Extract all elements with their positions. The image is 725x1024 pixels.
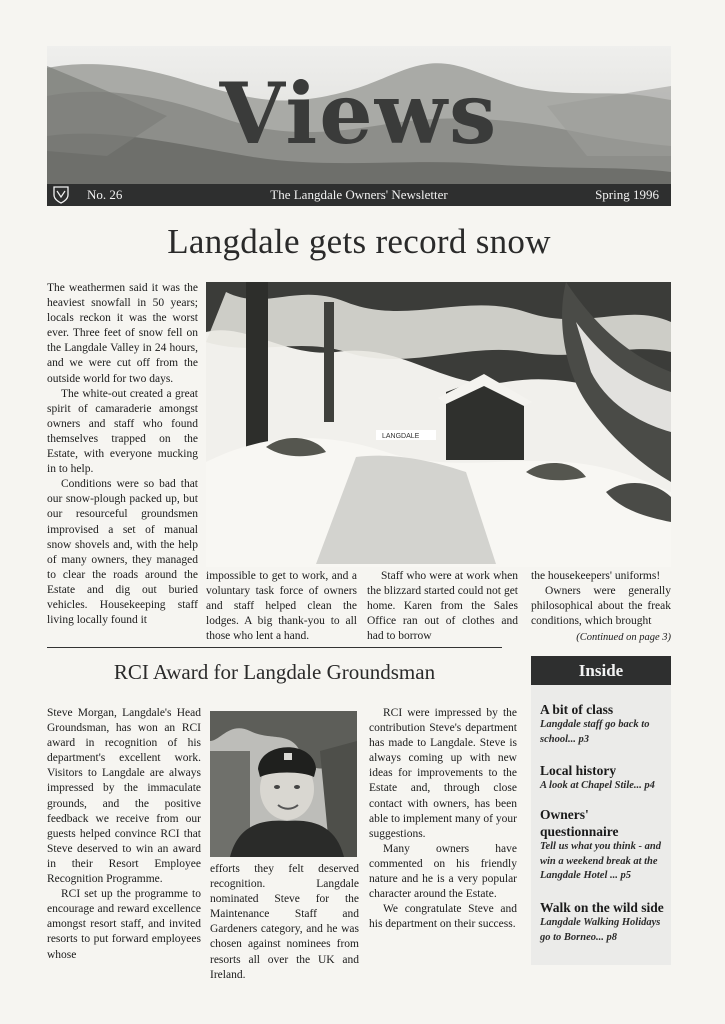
inside-item[interactable]: [540, 762, 666, 794]
second-paragraph: We congratulate Steve and his department on their success.: [369, 903, 517, 931]
masthead-banner: [47, 46, 671, 184]
lead-headline: Langdale gets record snow: [167, 222, 551, 261]
inside-item-desc: Langdale Walking Holidays go to Borneo... p8: [540, 917, 661, 943]
issue-season: Spring 1996: [595, 187, 659, 202]
portrait-image: [210, 711, 357, 857]
second-paragraph: Many owners have commented on his friendly nature and he is a very popular character around the Estate.: [369, 842, 517, 901]
inside-contents-box: [531, 685, 671, 965]
lead-paragraph: Owners were generally philosophical about the freak conditions, which brought: [531, 585, 671, 628]
continued-on-page-link: (Continued on page 3): [576, 632, 671, 644]
second-headline: RCI Award for Langdale Groundsman: [113, 660, 436, 684]
lead-paragraph: Staff who were at work when the blizzard started could not get home. Karen from the Sales Office ran out of clothes and had to borrow: [367, 570, 518, 643]
masthead-info-bar: [47, 184, 671, 206]
newsletter-name: The Langdale Owners' Newsletter: [270, 187, 448, 202]
inside-item-desc: Tell us what you think - and win a weekend break at the Langdale Hotel ... p5: [540, 841, 661, 881]
section-divider: [47, 647, 502, 648]
inside-heading: Inside: [531, 656, 671, 685]
second-paragraph: RCI were impressed by the contribution Steve's department has made to Langdale. Steve is always coming up with new ideas for improvements to the Estate and, through close contact with owners, has been able to implement many of your suggestions.: [369, 707, 517, 840]
lead-column-3: [367, 569, 518, 644]
inside-item-title: Walk on the wild side: [540, 900, 664, 915]
issue-number: No. 26: [87, 187, 123, 202]
second-column-1: [47, 706, 201, 963]
lead-column-4: [531, 569, 671, 645]
second-column-2: [210, 862, 359, 983]
second-paragraph: RCI set up the programme to encourage and reward excellence amongst resort staff, and invited resorts to put forward employees whose: [47, 888, 201, 961]
lead-paragraph: Conditions were so bad that our snow-plough packed up, but our resourceful groundsmen improvised a set of manual snow shovels and, with the help of many owners, they managed to clear the roads around the Estate and dig out buried vehicles. Housekeeping staff living locally found it: [47, 478, 198, 627]
inside-item-desc: Langdale staff go back to school... p3: [540, 719, 650, 745]
inside-item[interactable]: [540, 806, 666, 884]
lead-column-2: [206, 569, 357, 644]
lead-column-1: [47, 281, 198, 628]
lead-paragraph: impossible to get to work, and a voluntary task force of owners and staff helped clean the lodges. A big thank-you to all those who lent a hand.: [206, 570, 357, 643]
second-paragraph: efforts they felt deserved recognition. Langdale nominated Steve for the Maintenance Staff and Gardeners category, and he was chosen against nominees from resorts all over the UK and Ireland.: [210, 863, 359, 981]
second-column-3: [369, 706, 517, 932]
inside-item-title: Local history: [540, 763, 617, 778]
lead-paragraph: The white-out created a great spirit of camaraderie amongst owners and staff who found themselves trapped on the Estate, with everyone mucking in to help.: [47, 387, 198, 476]
inside-item-desc: A look at Chapel Stile... p4: [540, 780, 655, 791]
inside-item[interactable]: [540, 899, 666, 945]
snow-lodge-photo: [206, 282, 671, 567]
snow-scene-image: [206, 282, 671, 567]
lead-paragraph: The weathermen said it was the heaviest snowfall in 50 years; locals reckon it was the worst ever. Three feet of snow fell on the Langdale Valley in 24 hours, and we were cut off from the outside world for two days.: [47, 282, 198, 385]
second-paragraph: Steve Morgan, Langdale's Head Groundsman, has won an RCI award in recognition of his department's excellent work. Visitors to Langdale are always impressed by the immaculate grounds, and the positive feedback we receive from our guests helped convince RCI that Steve deserved to win an award in their Resort Employee Recognition Programme.: [47, 707, 201, 886]
lodge-sign-text: LANGDALE: [382, 433, 420, 440]
inside-item[interactable]: [540, 701, 666, 747]
steve-morgan-photo: [210, 711, 357, 857]
inside-item-title: Owners' questionnaire: [540, 807, 619, 839]
masthead-title: Views: [219, 64, 499, 163]
inside-item-title: A bit of class: [540, 702, 614, 717]
lead-paragraph: the housekeepers' uniforms!: [531, 570, 661, 582]
